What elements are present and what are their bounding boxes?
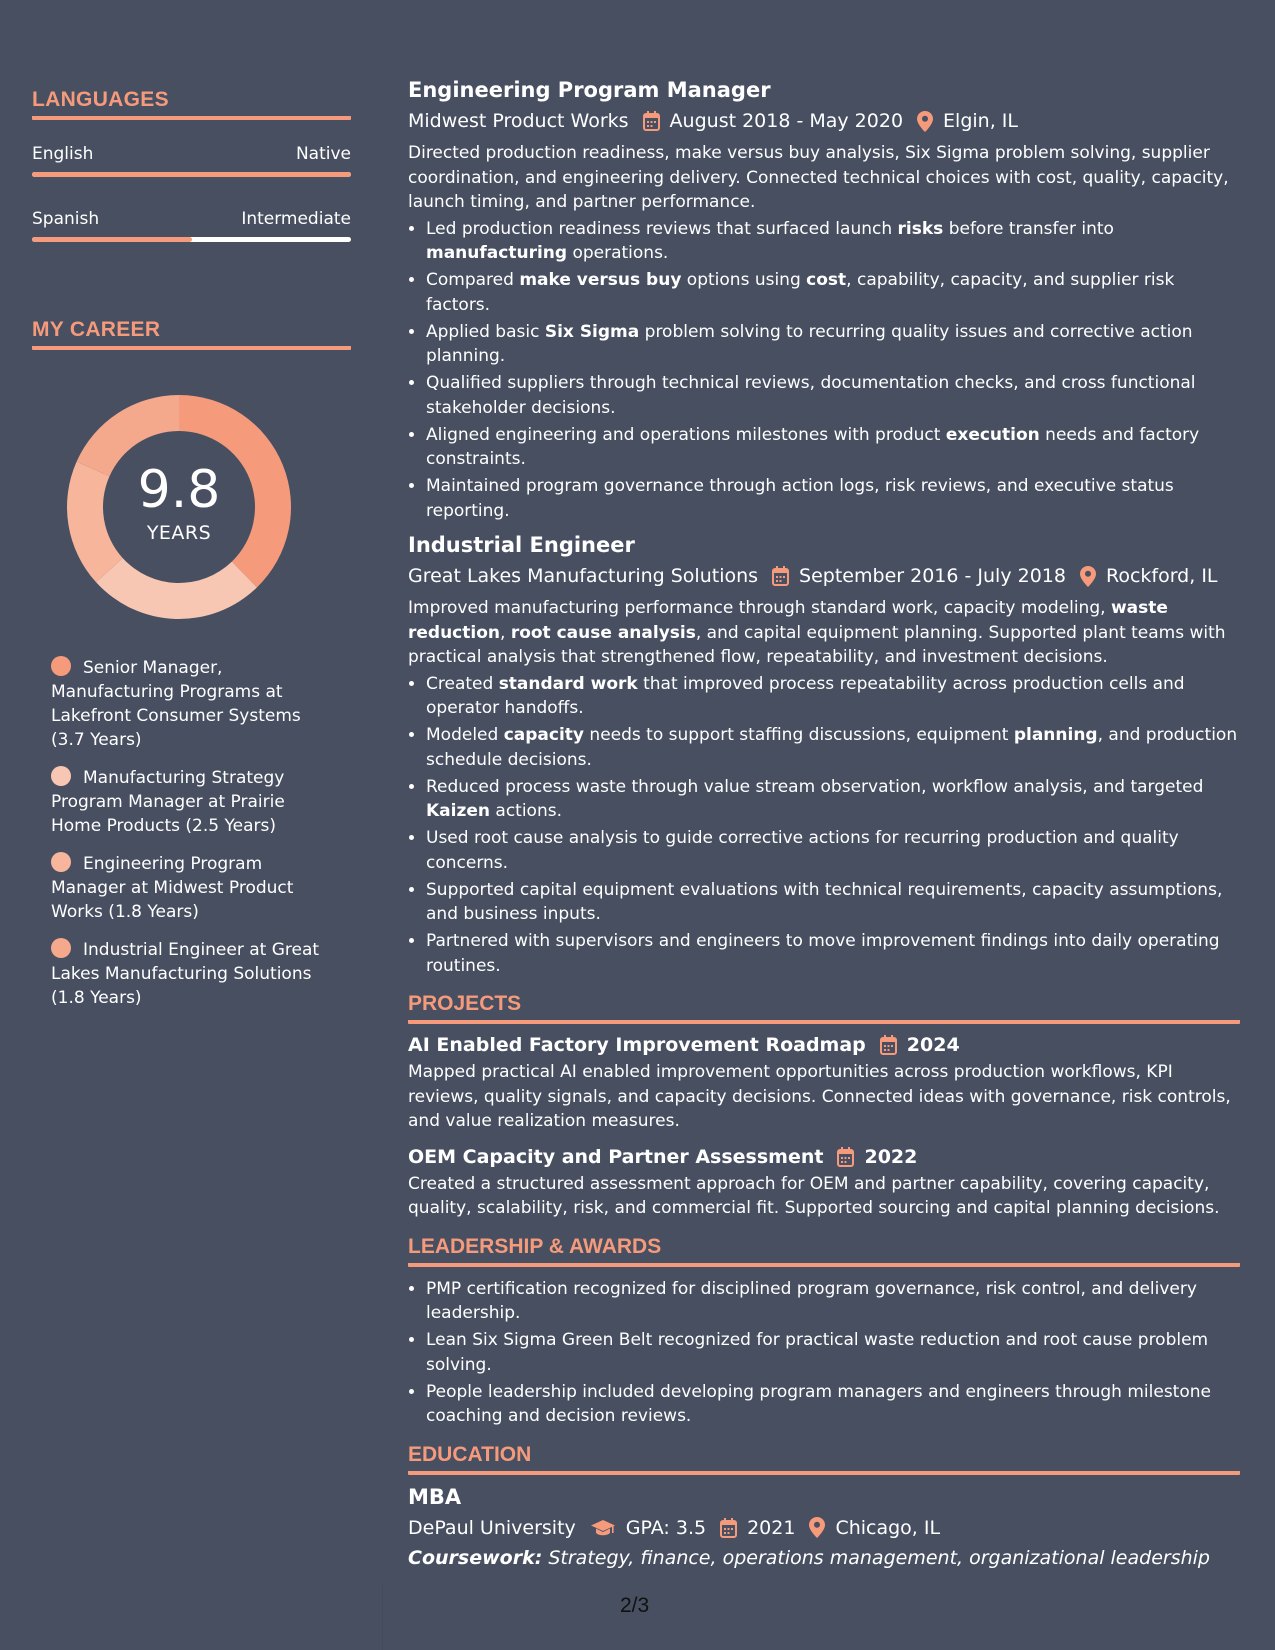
bold-keyword: standard work <box>498 673 638 694</box>
leadership-heading: LEADERSHIP & AWARDS <box>408 1235 1240 1267</box>
language-level: Intermediate <box>241 209 351 229</box>
language-proficiency-bar <box>32 172 351 177</box>
education-coursework <box>408 1545 1240 1571</box>
career-donut-chart <box>66 394 292 620</box>
job-summary: Directed production readiness, make versus buy analysis, Six Sigma problem solving, supplier coordination, and engineering delivery. Connected technical choices with cost, quality, capacity, launch timing, and partner performance. <box>408 143 1229 212</box>
job-bullets <box>408 217 1240 524</box>
text-run: options using <box>681 270 807 290</box>
text-run: operations. <box>567 243 669 263</box>
career-legend <box>51 656 321 1010</box>
text-run: Reduced process waste through value stream observation, workflow analysis, and targeted <box>426 776 1204 797</box>
language-item <box>32 144 351 177</box>
job-company: Great Lakes Manufacturing Solutions <box>408 565 759 587</box>
bold-keyword: cost <box>806 270 847 290</box>
text-run: Maintained program governance through action logs, risk reviews, and executive status reporting. <box>426 476 1174 521</box>
legend-dot <box>51 852 71 872</box>
job-title: Industrial Engineer <box>408 533 635 557</box>
education-year: 2021 <box>747 1516 796 1539</box>
leadership-item: • PMP certification recognized for disciplined program governance, risk control, and delivery leadership. <box>426 1277 1240 1326</box>
sidebar <box>32 88 351 1024</box>
language-level: Native <box>295 144 351 164</box>
leadership-item: • Lean Six Sigma Green Belt recognized for practical waste reduction and root cause problem solving. <box>426 1328 1240 1377</box>
language-proficiency-fill <box>32 172 351 177</box>
projects-list <box>408 1032 1240 1221</box>
leadership-list <box>408 1277 1240 1429</box>
legend-dot <box>51 938 71 958</box>
text-run: , and production schedule decisions. <box>426 725 1238 770</box>
project-entry <box>408 1032 1240 1134</box>
text-run: that improved process repeatability across production cells and operator handoffs. <box>426 673 1185 718</box>
language-name: Spanish <box>32 209 100 229</box>
coursework-text: Strategy, finance, operations management, organizational leadership <box>542 1546 1210 1569</box>
project-title-row <box>408 1032 1240 1058</box>
job-location: Rockford, IL <box>1105 565 1218 587</box>
experience-list <box>408 76 1240 978</box>
project-description: Mapped practical AI enabled improvement opportunities across production workflows, KPI reviews, quality signals, and capacity decisions. Connected ideas with governance, risk controls, and value realization measures. <box>408 1062 1231 1131</box>
text-run: Created <box>426 673 499 694</box>
text-run: problem solving to recurring quality issues and corrective action planning. <box>426 321 1193 366</box>
career-legend-text: Engineering Program Manager at Midwest Product Works (1.8 Years) <box>51 854 294 922</box>
project-year: 2022 <box>864 1145 918 1168</box>
career-heading: MY CAREER <box>32 318 351 350</box>
project-description: Created a structured assessment approach for OEM and partner capability, covering capacity, quality, scalability, risk, and commercial fit. Supported sourcing and capital planning decisions. <box>408 1173 1220 1218</box>
project-title: AI Enabled Factory Improvement Roadmap <box>408 1034 866 1056</box>
donut-center <box>66 462 292 544</box>
calendar-icon <box>772 566 789 586</box>
job-bullet <box>426 878 1240 927</box>
career-legend-item <box>51 656 321 752</box>
text-run: Led production readiness reviews that surfaced launch <box>426 218 898 239</box>
text-run: Used root cause analysis to guide corrective actions for recurring production and quality concerns. <box>426 828 1179 873</box>
job-meta <box>408 108 1240 134</box>
text-run: Qualified suppliers through technical reviews, documentation checks, and cross functional stakeholder decisions. <box>426 373 1196 418</box>
job-bullet <box>426 371 1240 420</box>
text-run: Modeled <box>426 725 504 745</box>
job-dates: August 2018 - May 2020 <box>669 110 904 132</box>
projects-heading: PROJECTS <box>408 992 1240 1024</box>
project-title: OEM Capacity and Partner Assessment <box>408 1145 824 1168</box>
job-bullet <box>426 672 1240 721</box>
text-run: before transfer into <box>943 218 1114 239</box>
legend-dot <box>51 656 71 676</box>
education-gpa: GPA: 3.5 <box>625 1516 707 1539</box>
education-meta <box>408 1515 1240 1541</box>
career-legend-item <box>51 852 321 924</box>
text-run: Partnered with supervisors and engineers to move improvement findings into daily operating routines. <box>426 931 1220 976</box>
career-total-years: 9.8 <box>137 460 221 520</box>
job-company: Midwest Product Works <box>408 110 629 132</box>
calendar-icon <box>720 1518 737 1538</box>
bold-keyword: capacity <box>503 725 585 745</box>
bold-keyword: make versus buy <box>519 270 682 290</box>
page-number: 2/3 <box>620 1594 650 1617</box>
language-proficiency-bar <box>32 237 351 242</box>
calendar-icon <box>837 1147 854 1167</box>
bold-keyword: execution <box>945 424 1040 445</box>
job-bullet <box>426 268 1240 317</box>
map-pin-icon <box>1080 566 1096 587</box>
bold-keyword: Six Sigma <box>544 321 640 342</box>
text-run: Applied basic <box>426 321 545 342</box>
career-legend-item <box>51 766 321 838</box>
job-entry <box>408 76 1240 523</box>
job-bullet <box>426 423 1240 472</box>
job-summary <box>408 596 1240 670</box>
text-run: Aligned engineering and operations milestones with product <box>426 424 946 445</box>
legend-dot <box>51 766 71 786</box>
job-bullet <box>426 474 1240 523</box>
career-legend-item <box>51 938 321 1010</box>
job-entry <box>408 531 1240 978</box>
text-run: Compared <box>426 270 520 290</box>
language-name: English <box>32 144 94 164</box>
education-location: Chicago, IL <box>835 1516 941 1539</box>
text-run: needs to support staffing discussions, equipment <box>584 725 1014 745</box>
main-content <box>408 76 1240 1571</box>
map-pin-icon <box>917 111 933 132</box>
project-entry <box>408 1144 1240 1221</box>
text-run: , and capital equipment planning. Supported plant teams with practical analysis that strengthened flow, repeatability, and investment decisions. <box>408 622 1226 667</box>
education-degree: MBA <box>408 1484 462 1509</box>
education-heading: EDUCATION <box>408 1443 1240 1475</box>
bold-keyword: waste reduction <box>408 598 1168 643</box>
map-pin-icon <box>809 1517 825 1538</box>
project-title-row <box>408 1144 1240 1170</box>
language-item <box>32 209 351 242</box>
job-bullet <box>426 723 1240 772</box>
donut-slice <box>96 558 257 619</box>
text-run: Improved manufacturing performance through standard work, capacity modeling, <box>408 598 1111 618</box>
bold-keyword: risks <box>897 218 944 239</box>
leadership-item: • People leadership included developing program managers and engineers through milestone coaching and decision reviews. <box>426 1380 1240 1429</box>
calendar-icon <box>643 111 660 131</box>
career-legend-text: Industrial Engineer at Great Lakes Manufacturing Solutions (1.8 Years) <box>51 940 320 1008</box>
bold-keyword: Kaizen <box>426 801 490 821</box>
language-proficiency-fill <box>32 237 192 242</box>
calendar-icon <box>880 1035 897 1055</box>
job-title: Engineering Program Manager <box>408 78 771 102</box>
education-entry <box>408 1483 1240 1571</box>
page-divider <box>382 1585 383 1650</box>
bold-keyword: planning <box>1013 725 1098 745</box>
career-legend-text: Manufacturing Strategy Program Manager at Prairie Home Products (2.5 Years) <box>51 768 285 836</box>
text-run: , <box>500 622 511 643</box>
job-bullet <box>426 320 1240 369</box>
job-dates: September 2016 - July 2018 <box>799 565 1066 587</box>
bold-keyword: root cause analysis <box>510 622 696 643</box>
education-school: DePaul University <box>408 1516 576 1539</box>
job-bullet <box>426 826 1240 875</box>
text-run: actions. <box>490 801 562 821</box>
job-bullet <box>426 775 1240 824</box>
project-year: 2024 <box>906 1034 960 1056</box>
career-legend-text: Senior Manager, Manufacturing Programs at Lakefront Consumer Systems (3.7 Years) <box>51 658 301 750</box>
job-bullet <box>426 929 1240 978</box>
job-bullet <box>426 217 1240 266</box>
languages-heading: LANGUAGES <box>32 88 351 120</box>
career-total-unit: YEARS <box>146 522 212 544</box>
text-run: needs and factory constraints. <box>426 424 1200 469</box>
text-run: Supported capital equipment evaluations with technical requirements, capacity assumptions, and business inputs. <box>426 879 1223 924</box>
job-bullets <box>408 672 1240 979</box>
graduation-cap-icon <box>590 1518 616 1538</box>
coursework-label: Coursework: <box>408 1546 543 1569</box>
bold-keyword: manufacturing <box>426 243 568 263</box>
text-run: , capability, capacity, and supplier risk factors. <box>426 270 1175 315</box>
job-location: Elgin, IL <box>943 110 1018 132</box>
job-meta <box>408 563 1240 589</box>
